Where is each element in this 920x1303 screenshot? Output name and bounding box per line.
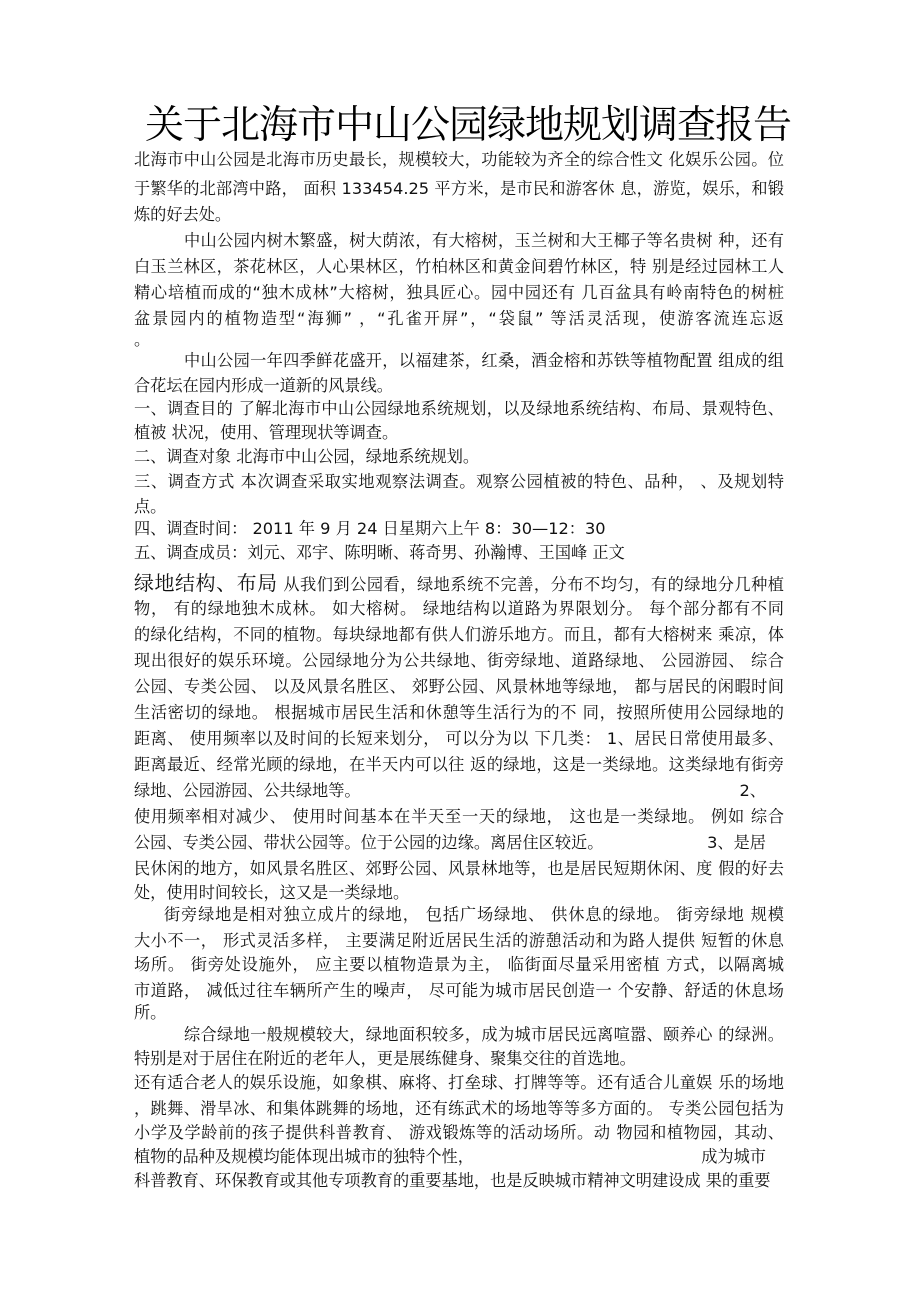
text-line: 现出很好的娱乐环境。公园绿地分为公共绿地、街旁绿地、道路绿地、 公园游园、 综合: [134, 651, 784, 670]
line-text: 成为城市: [701, 1147, 766, 1166]
text-line: 三、调查方式 本次调查采取实地观察法调查。观察公园植被的特色、品种， 、及规划特: [134, 472, 784, 491]
text-line: 。: [134, 330, 151, 349]
line-text: 从我们到公园看，绿地系统不完善，分布不均匀，有的绿地分几种植: [283, 575, 784, 594]
text-line: 物， 有的绿地独木成林。 如大榕树。 绿地结构以道路为界限划分。 每个部分都有不同: [134, 599, 784, 618]
text-line: 场所。 街旁处设施外， 应主要以植物造景为主， 临街面尽量采用密植 方式，以隔离城: [134, 955, 784, 974]
text-line: 民休闲的地方，如风景名胜区、郊野公园、风景林地等，也是居民短期休闲、度 假的好去: [134, 859, 784, 878]
text-line: 特别是对于居住在附近的老年人，更是展练健身、聚集交往的首选地。: [134, 1049, 636, 1068]
text-line: [134, 781, 784, 801]
text-line: [134, 573, 784, 593]
text-line: 点。: [134, 497, 167, 516]
text-line: 北海市中山公园是北海市历史最长，规模较大，功能较为齐全的综合性文 化娱乐公园。位: [134, 150, 784, 169]
text-line: 一、调查目的 了解北海市中山公园绿地系统规划，以及绿地系统结构、布局、景观特色、: [134, 399, 784, 418]
text-line: 白玉兰林区，茶花林区，人心果林区，竹柏林区和黄金间碧竹林区，特 别是经过园林工人: [134, 257, 784, 276]
text-line: 的绿化结构，不同的植物。每块绿地都有供人们游乐地方。而且，都有大榕树来 乘凉，体: [134, 625, 784, 644]
text-line: [134, 833, 784, 853]
text-line: 所。: [134, 1003, 167, 1022]
text-line: 合花坛在园内形成一道新的风景线。: [134, 376, 393, 395]
text-line: ，跳舞、滑旱冰、和集体跳舞的场地，还有练武术的场地等等多方面的。 专类公园包括为: [134, 1099, 784, 1118]
text-line: 五、调查成员：刘元、邓宇、陈明晰、蒋奇男、孙瀚博、王国峰 正文: [134, 543, 625, 562]
text-line: [134, 1147, 784, 1167]
text-line: 四、调查时间： 2011 年 9 月 24 日星期六上午 8：30—12：30: [134, 519, 606, 538]
text-line: 街旁绿地是相对独立成片的绿地， 包括广场绿地、 供休息的绿地。 街旁绿地 规模: [164, 905, 784, 924]
text-line: 盆景园内的植物造型“海狮” ，“孔雀开屏”，“袋鼠” 等活灵活现，使游客流连忘返: [134, 309, 784, 328]
document-title: 关于北海市中山公园绿地规划调查报告: [144, 103, 791, 148]
text-line: 于繁华的北部湾中路， 面积 133454.25 平方米，是市民和游客休 息，游览，娱乐，和锻: [134, 179, 784, 198]
text-line: 公园、专类公园、 以及风景名胜区、 郊野公园、风景林地等绿地， 都与居民的闲暇时间: [134, 677, 784, 696]
text-line: 精心培植而成的“独木成林”大榕树，独具匠心。园中园还有 几百盆具有岭南特色的树桩: [134, 283, 784, 302]
text-line: 处，使用时间较长，这又是一类绿地。: [134, 883, 410, 902]
text-line: 中山公园一年四季鲜花盛开，以福建茶，红桑，酒金榕和苏铁等植物配置 组成的组: [184, 351, 784, 370]
text-line: 小学及学龄前的孩子提供科普教育、 游戏锻炼等的活动场所。动 物园和植物园，其动、: [134, 1123, 784, 1142]
line-text: 植物的品种及规模均能体现出城市的独特个性，: [134, 1147, 474, 1166]
text-line: 还有适合老人的娱乐设施，如象棋、麻将、打垒球、打牌等等。还有适合儿童娱 乐的场地: [134, 1073, 784, 1092]
text-line: 综合绿地一般规模较大，绿地面积较多，成为城市居民远离喧嚣、颐养心 的绿洲。: [184, 1025, 784, 1044]
line-text: 2、: [739, 781, 766, 800]
text-line: 二、调查对象 北海市中山公园，绿地系统规划。: [134, 447, 480, 466]
text-line: 距离最近、经常光顾的绿地，在半天内可以往 返的绿地，这是一类绿地。这类绿地有街旁: [134, 755, 784, 774]
line-text: 公园、专类公园、带状公园等。位于公园的边缘。离居住区较近。: [134, 833, 604, 852]
text-line: 中山公园内树木繁盛，树大荫浓，有大榕树，玉兰树和大王椰子等名贵树 种，还有: [184, 231, 784, 250]
line-text: 3、是居: [707, 833, 766, 852]
line-text: 绿地、公园游园、公共绿地等。: [134, 781, 361, 800]
text-line: 市道路， 减低过往车辆所产生的噪声， 尽可能为城市居民创造一 个安静、舒适的休息场: [134, 981, 784, 1000]
text-line: 使用频率相对减少、 使用时间基本在半天至一天的绿地， 这也是一类绿地。 例如 综合: [134, 807, 784, 826]
text-line: 炼的好去处。: [134, 205, 232, 224]
text-line: 科普教育、环保教育或其他专项教育的重要基地，也是反映城市精神文明建设成 果的重要: [134, 1171, 771, 1190]
text-line: 大小不一， 形式灵活多样， 主要满足附近居民生活的游憩活动和为路人提供 短暂的休息: [134, 931, 784, 950]
text-line: 生活密切的绿地。 根据城市居民生活和休憩等生活行为的不 同，按照所使用公园绿地的: [134, 703, 784, 722]
text-line: 距离、 使用频率以及时间的长短来划分， 可以分为以 下几类： 1、居民日常使用最多、: [134, 729, 784, 748]
section-heading: 绿地结构、布局: [134, 571, 278, 595]
text-line: 植被 状况，使用、管理现状等调查。: [134, 423, 399, 442]
